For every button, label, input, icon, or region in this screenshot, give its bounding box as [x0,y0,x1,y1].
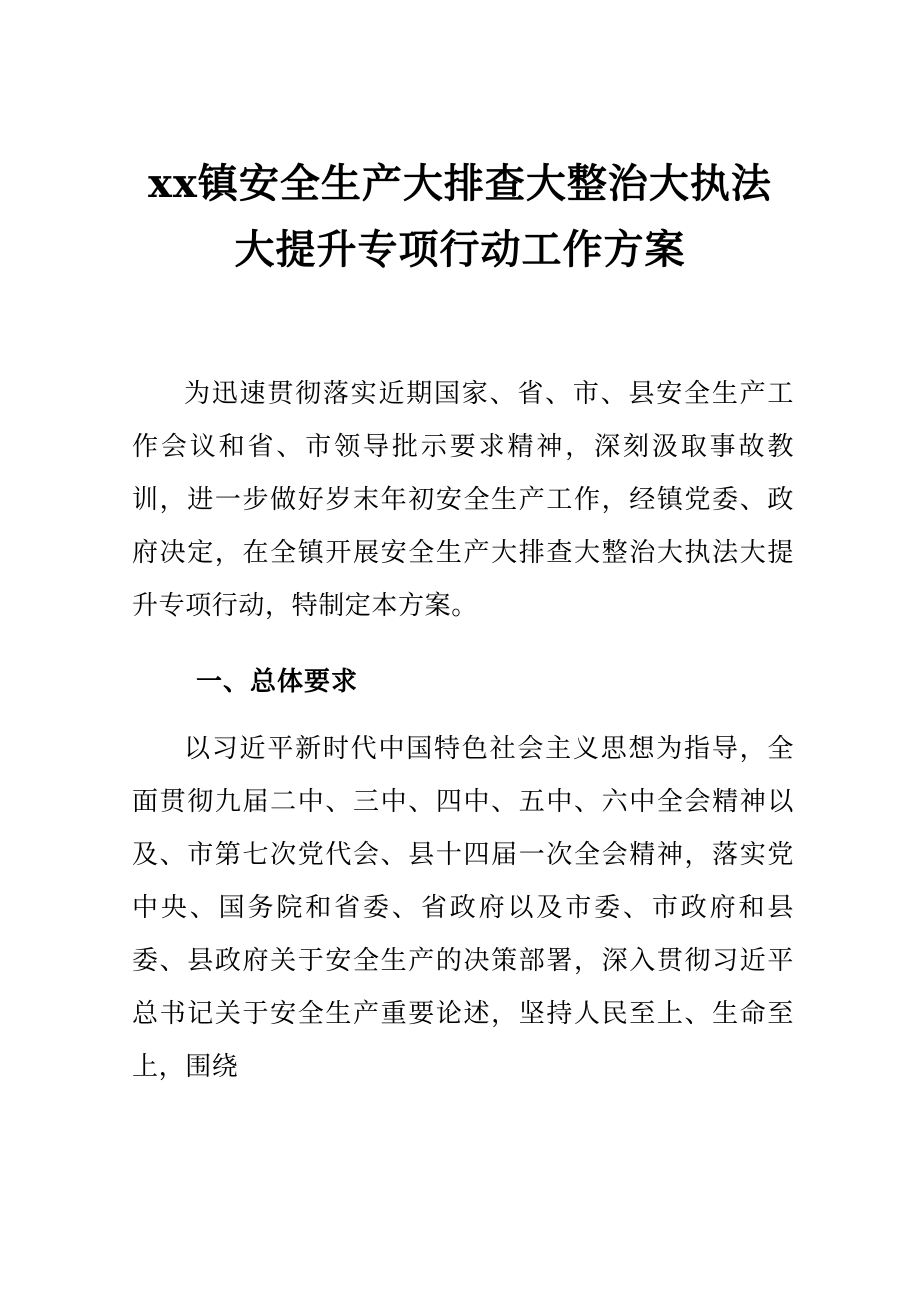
document-title-line-1: xx镇安全生产大排查大整治大执法 [148,159,772,207]
document-title-line-2: 大提升专项行动工作方案 [234,225,686,273]
section-heading-general-requirements: 一、总体要求 [196,667,359,697]
general-requirements-paragraph: 以习近平新时代中国特色社会主义思想为指导，全面贯彻九届二中、三中、四中、五中、六中全会精神以及、市第七次党代会、县十四届一次全会精神，落实党中央、国务院和省委、省政府以及市委、市政府和县委、县政府关于安全生产的决策部署，深入贯彻习近平总书记关于安全生产重要论述，坚持人民至上、生命至上，围绕 [132,734,794,1082]
document-title [100,151,820,283]
intro-paragraph: 为迅速贯彻落实近期国家、省、市、县安全生产工作会议和省、市领导批示要求精神，深刻汲取事故教训，进一步做好岁末年初安全生产工作，经镇党委、政府决定，在全镇开展安全生产大排查大整治大执法大提升专项行动，特制定本方案。 [132,379,794,621]
